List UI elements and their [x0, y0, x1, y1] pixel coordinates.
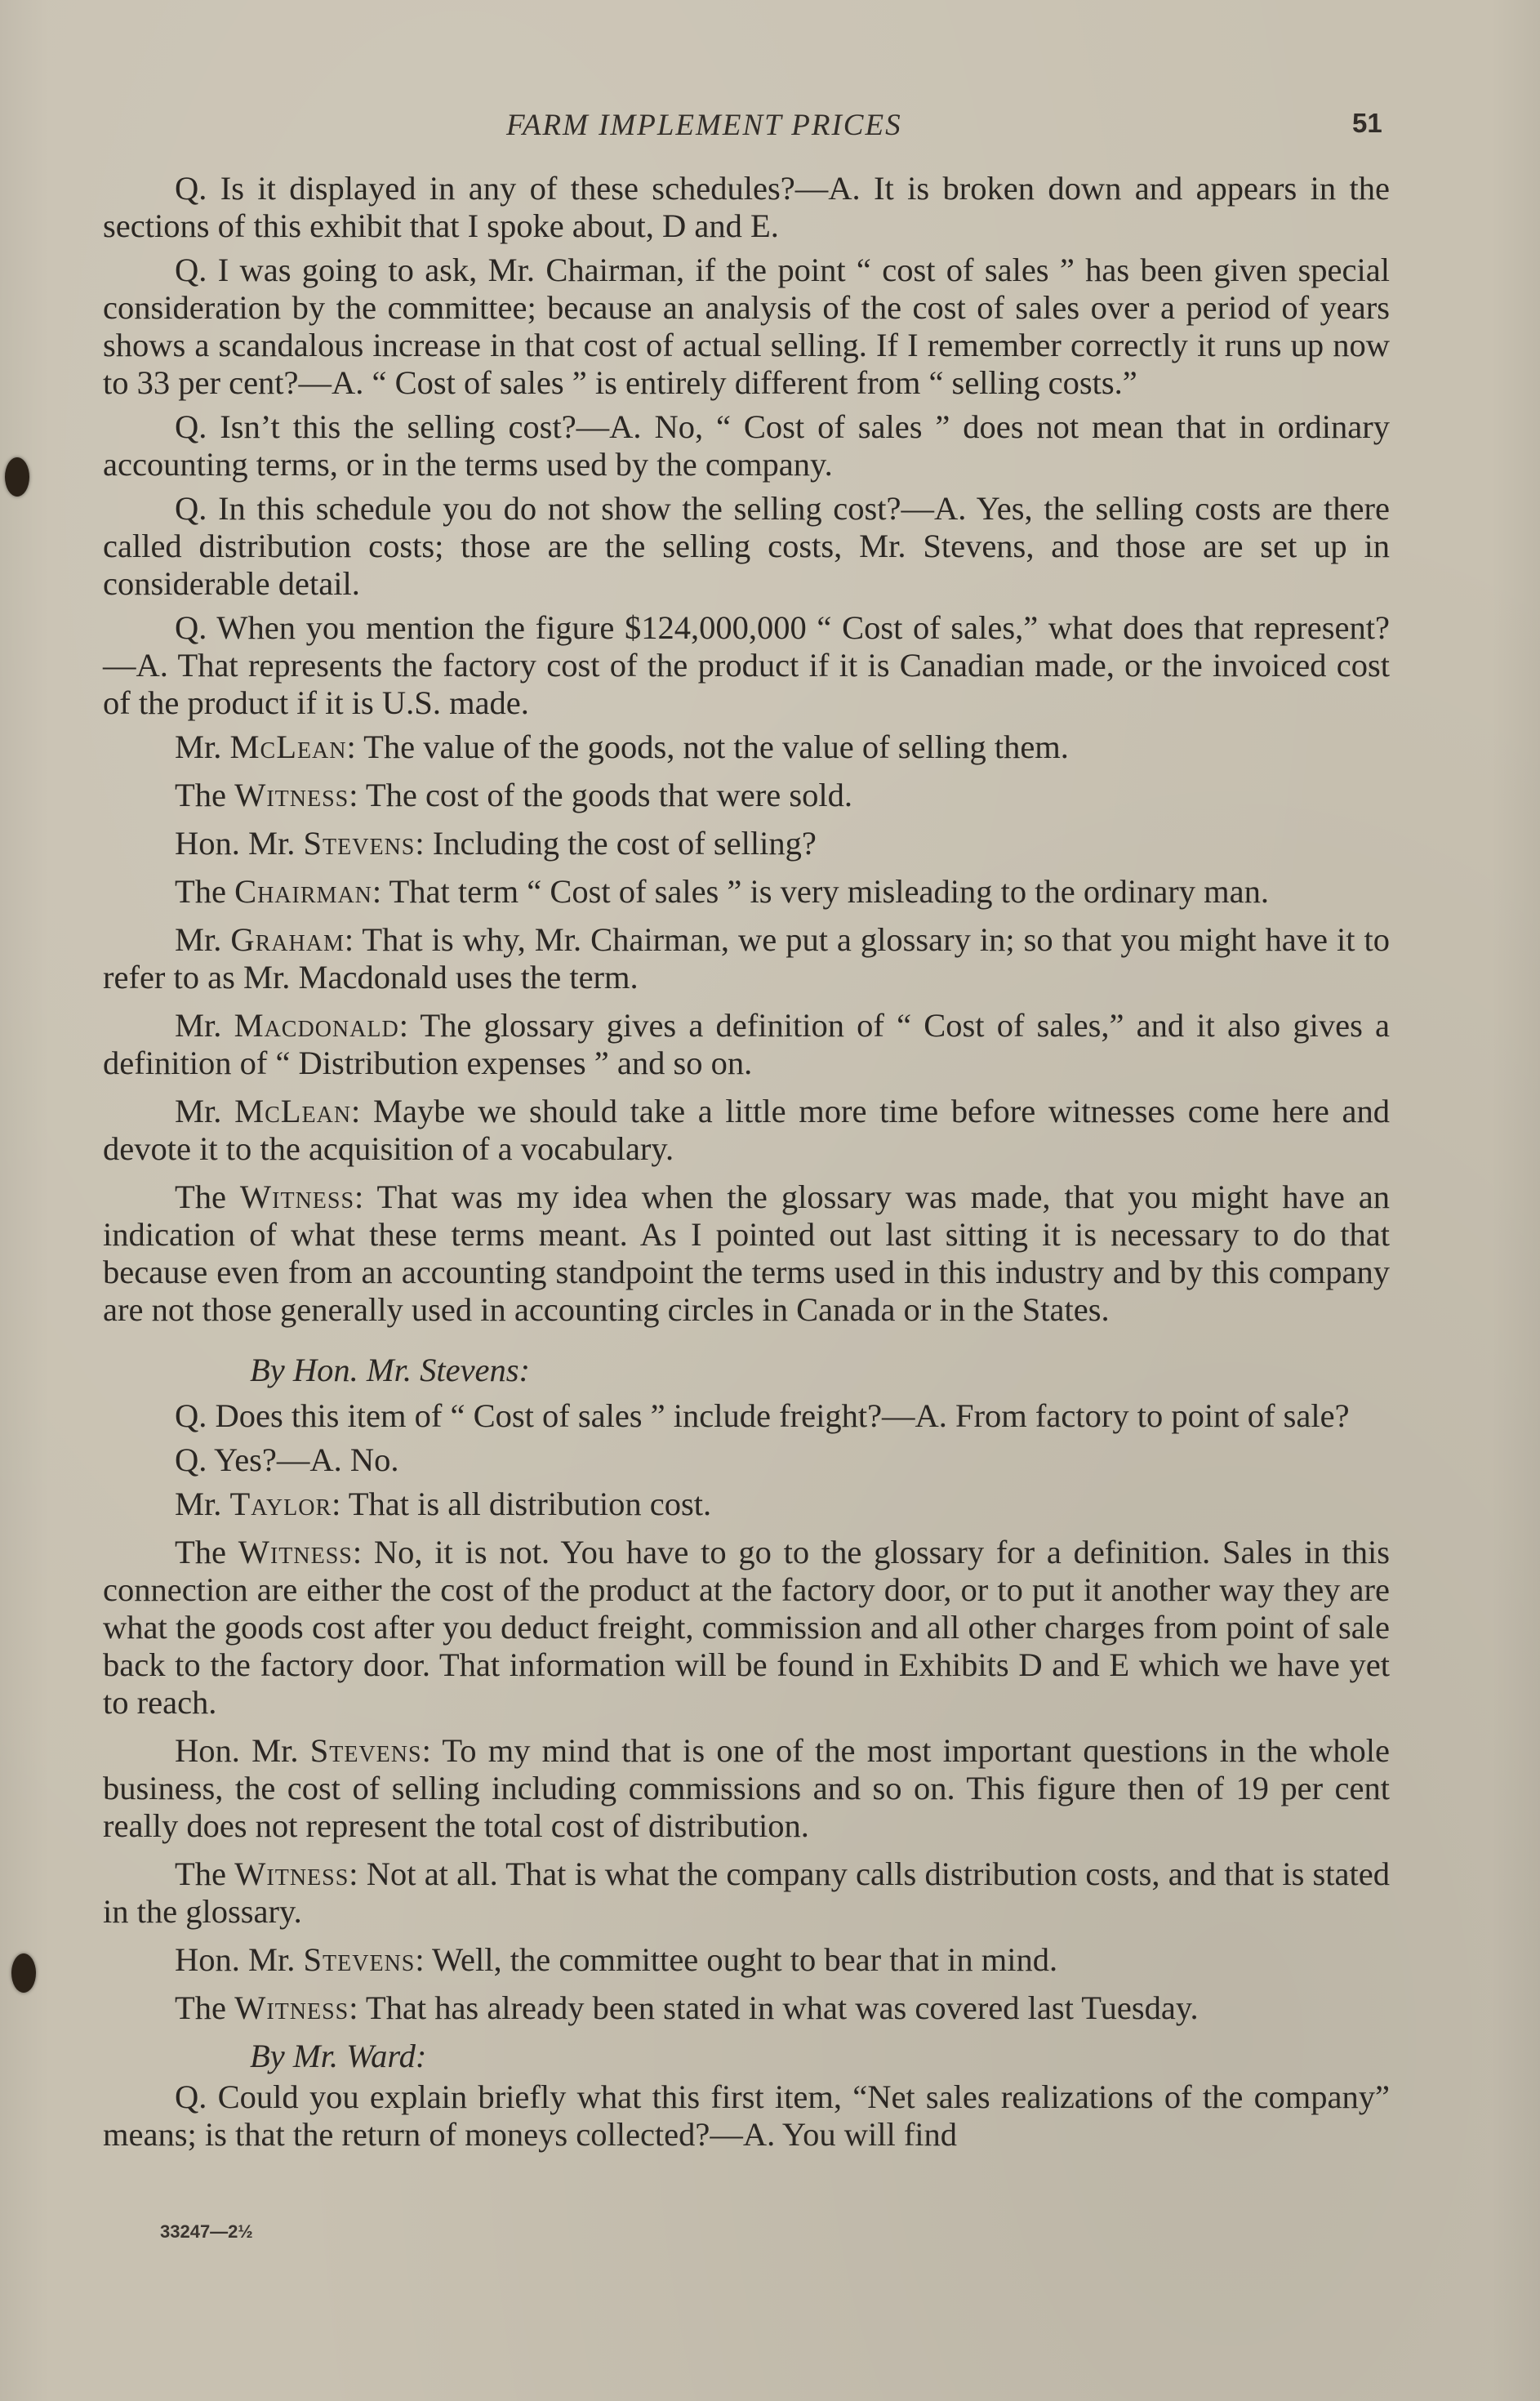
- speaker-name: Stevens: [303, 1941, 416, 1978]
- speaker-name: McLean: [234, 1093, 352, 1129]
- speaker-name: Chairman: [234, 873, 372, 910]
- binding-hole: [5, 457, 29, 497]
- examiner-byline: By Hon. Mr. Stevens:: [250, 1352, 531, 1388]
- speaker-name: Stevens: [309, 1732, 422, 1769]
- dialogue-paragraph: Mr. Graham: That is why, Mr. Chairman, we put a glossary in; so that you might have it to refer to as Mr. Macdonald uses the term.: [103, 921, 1390, 996]
- running-head: [0, 108, 1540, 149]
- text-body: [103, 170, 1390, 2160]
- question-answer-paragraph: Q. Does this item of “ Cost of sales ” include freight?—A. From factory to point of sale?: [175, 1397, 1350, 1434]
- running-title: FARM IMPLEMENT PRICES: [506, 109, 902, 142]
- dialogue-paragraph: The Witness: That has already been stated in what was covered last Tuesday.: [175, 1989, 1199, 2026]
- dialogue-paragraph: The Witness: No, it is not. You have to go to the glossary for a definition. Sales in this connection are either the cost of the product at the factory door, or to put it another way they are what the goods cost after you deduct freight, commission and all other charges from point of sale back to the factory door. That information will be found in Exhibits D and E which we have yet to reach.: [103, 1534, 1390, 1721]
- question-answer-paragraph: Q. In this schedule you do not show the selling cost?—A. Yes, the selling costs are there called distribution costs; those are the selling costs, Mr. Stevens, and those are set up in considerable detail.: [103, 490, 1390, 602]
- speaker-name: Graham: [230, 921, 345, 958]
- dialogue-paragraph: The Witness: The cost of the goods that were sold.: [175, 777, 852, 813]
- dialogue-paragraph: Mr. Macdonald: The glossary gives a definition of “ Cost of sales,” and it also gives a definition of “ Distribution expenses ” and so on.: [103, 1007, 1390, 1081]
- question-answer-paragraph: Q. I was going to ask, Mr. Chairman, if the point “ cost of sales ” has been given special consideration by the committee; because an analysis of the cost of sales over a period of years shows a scandalous increase in that cost of actual selling. If I remember correctly it runs up now to 33 per cent?—A. “ Cost of sales ” is entirely different from “ selling costs.”: [103, 252, 1390, 401]
- dialogue-paragraph: Hon. Mr. Stevens: To my mind that is one of the most important questions in the whole business, the cost of selling including commissions and so on. This figure then of 19 per cent really does not represent the total cost of distribution.: [103, 1732, 1390, 1844]
- binding-hole: [11, 1953, 36, 1993]
- speaker-name: Witness: [239, 1178, 355, 1215]
- signature-code: 33247—2½: [160, 2221, 253, 2242]
- page-number: 51: [1352, 108, 1382, 138]
- question-answer-paragraph: Q. Isn’t this the selling cost?—A. No, “ Cost of sales ” does not mean that in ordinary accounting terms, or in the terms used by the company.: [103, 408, 1390, 483]
- speaker-name: McLean: [229, 728, 347, 765]
- question-answer-paragraph: Q. Yes?—A. No.: [175, 1441, 399, 1478]
- dialogue-paragraph: The Witness: That was my idea when the glossary was made, that you might have an indication of what these terms meant. As I pointed out last sitting it is necessary to do that because even from an accounting standpoint the terms used in this industry and by this company are not those generally used in accounting circles in Canada or in the States.: [103, 1178, 1390, 1328]
- dialogue-paragraph: The Chairman: That term “ Cost of sales ” is very misleading to the ordinary man.: [175, 873, 1270, 910]
- speaker-name: Stevens: [303, 825, 416, 862]
- question-answer-paragraph: Q. Could you explain briefly what this first item, “Net sales realizations of the company” means; is that the return of moneys collected?—A. You will find: [103, 2078, 1390, 2153]
- dialogue-paragraph: Hon. Mr. Stevens: Well, the committee ought to bear that in mind.: [175, 1941, 1058, 1978]
- dialogue-paragraph: Mr. McLean: The value of the goods, not the value of selling them.: [175, 728, 1069, 765]
- dialogue-paragraph: Mr. Taylor: That is all distribution cost.: [175, 1486, 712, 1522]
- speaker-name: Witness: [234, 1989, 349, 2026]
- speaker-name: Witness: [238, 1534, 353, 1570]
- speaker-name: Witness: [234, 1855, 349, 1892]
- dialogue-paragraph: Hon. Mr. Stevens: Including the cost of selling?: [175, 825, 817, 862]
- dialogue-paragraph: The Witness: Not at all. That is what the company calls distribution costs, and that is stated in the glossary.: [103, 1855, 1391, 1930]
- examiner-byline: By Mr. Ward:: [250, 2038, 427, 2074]
- speaker-name: Taylor: [229, 1486, 332, 1522]
- question-answer-paragraph: Q. When you mention the figure $124,000,000 “ Cost of sales,” what does that represent?—A. That represents the factory cost of the product if it is Canadian made, or the invoiced cost of the product if it is U.S. made.: [103, 609, 1390, 721]
- dialogue-paragraph: Mr. McLean: Maybe we should take a little more time before witnesses come here and devote it to the acquisition of a vocabulary.: [103, 1093, 1390, 1167]
- question-answer-paragraph: Q. Is it displayed in any of these schedules?—A. It is broken down and appears in the sections of this exhibit that I spoke about, D and E.: [103, 170, 1390, 244]
- speaker-name: Witness: [234, 777, 349, 813]
- speaker-name: Macdonald: [234, 1007, 399, 1044]
